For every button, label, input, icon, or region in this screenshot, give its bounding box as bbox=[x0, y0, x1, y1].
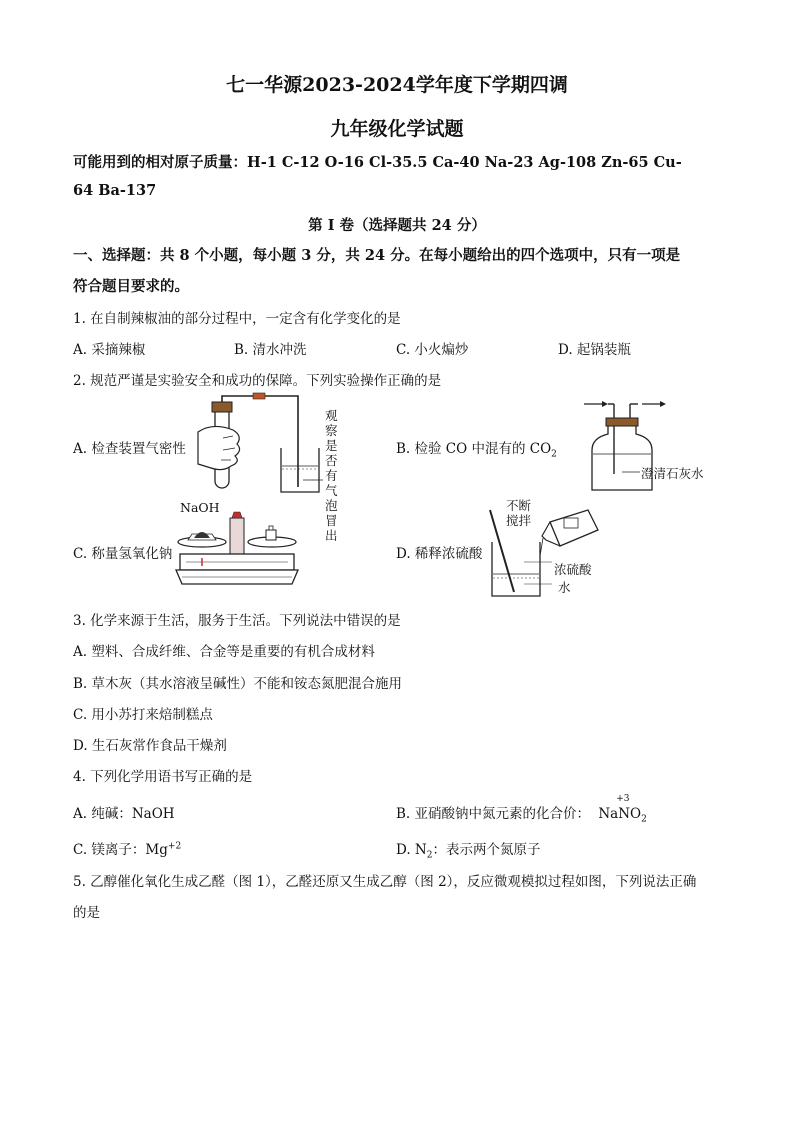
q4-option-b bbox=[396, 794, 647, 825]
q3-option-c: C. 用小苏打来焙制糕点 bbox=[73, 707, 213, 723]
formula-n: N bbox=[618, 806, 630, 822]
q4-option-c-charge: +2 bbox=[167, 841, 182, 852]
balance-figure bbox=[172, 498, 302, 598]
stir-label-1: 不断 bbox=[506, 498, 532, 513]
atomic-masses-line1: 可能用到的相对原子质量：H-1 C-12 O-16 Cl-35.5 Ca-40 Na-23 Ag-108 Zn-65 Cu- bbox=[73, 154, 682, 171]
formula-o-subscript: 2 bbox=[641, 814, 647, 825]
limewater-label: 澄清石灰水 bbox=[641, 466, 704, 481]
q3-option-a: A. 塑料、合成纤维、合金等是重要的有机合成材料 bbox=[73, 644, 375, 660]
q4-option-a: A. 纯碱：NaOH bbox=[73, 806, 175, 822]
q5-stem-line2: 的是 bbox=[73, 905, 100, 921]
q2-option-c: C. 称量氢氧化钠 bbox=[73, 546, 173, 562]
q4-option-b-text: B. 亚硝酸钠中氮元素的化合价： bbox=[396, 806, 591, 822]
q4-option-d-text: ：表示两个氮原子 bbox=[432, 842, 541, 858]
q2-option-a: A. 检查装置气密性 bbox=[73, 441, 186, 457]
q4-option-d-formula: D. N bbox=[396, 842, 427, 858]
q2-option-d: D. 稀释浓硫酸 bbox=[396, 546, 483, 562]
formula-o: O bbox=[630, 806, 642, 822]
naoh-label: NaOH bbox=[180, 500, 220, 515]
q4-option-d bbox=[396, 838, 540, 861]
q2-option-b bbox=[396, 437, 557, 460]
q5-stem-line1: 5. 乙醇催化氧化生成乙醛（图 1），乙醛还原又生成乙醇（图 2），反应微观模拟过程如图，下列说法正确 bbox=[73, 874, 697, 890]
conc-acid-label: 浓硫酸 bbox=[554, 562, 592, 577]
exam-title: 七一华源2023-2024学年度下学期四调 bbox=[226, 74, 568, 96]
exam-subtitle: 九年级化学试题 bbox=[330, 118, 464, 140]
q1-stem: 1. 在自制辣椒油的部分过程中，一定含有化学变化的是 bbox=[73, 311, 401, 327]
q2-option-b-subscript: 2 bbox=[551, 449, 557, 460]
q1-option-d: D. 起锅装瓶 bbox=[558, 342, 631, 358]
nitrogen-valence: +3 bbox=[616, 794, 630, 804]
q2-option-b-text: B. 检验 CO 中混有的 CO bbox=[396, 441, 552, 457]
q4-option-c bbox=[73, 838, 181, 858]
dilution-figure bbox=[484, 496, 634, 600]
q2-stem: 2. 规范严谨是实验安全和成功的保障。下列实验操作正确的是 bbox=[73, 373, 442, 389]
section-instructions-line2: 符合题目要求的。 bbox=[73, 278, 189, 295]
q3-option-b: B. 草木灰（其水溶液呈碱性）不能和铵态氮肥混合施用 bbox=[73, 676, 403, 692]
q3-option-d: D. 生石灰常作食品干燥剂 bbox=[73, 738, 227, 754]
q3-stem: 3. 化学来源于生活，服务于生活。下列说法中错误的是 bbox=[73, 613, 401, 629]
water-label: 水 bbox=[558, 580, 571, 595]
stir-label-2: 搅拌 bbox=[506, 513, 532, 528]
q1-option-c: C. 小火煸炒 bbox=[396, 342, 469, 358]
airtightness-note: 观察是否有气泡冒出 bbox=[325, 408, 338, 543]
q4-stem: 4. 下列化学用语书写正确的是 bbox=[73, 769, 253, 785]
atomic-masses-line2: 64 Ba-137 bbox=[73, 182, 157, 199]
formula-na: Na bbox=[598, 806, 619, 822]
q4-option-c-text: C. 镁离子：Mg bbox=[73, 842, 168, 858]
q1-option-a: A. 采摘辣椒 bbox=[73, 342, 146, 358]
q4-option-d-subscript: 2 bbox=[426, 850, 433, 861]
sodium-nitrite-formula bbox=[598, 794, 647, 825]
section-heading: 第 I 卷（选择题共 24 分） bbox=[308, 217, 486, 234]
gas-washing-bottle-figure bbox=[584, 394, 729, 494]
q1-option-b: B. 清水冲洗 bbox=[234, 342, 307, 358]
section-instructions-line1: 一、选择题：共 8 个小题，每小题 3 分，共 24 分。在每小题给出的四个选项中，只有一项是 bbox=[73, 247, 681, 264]
